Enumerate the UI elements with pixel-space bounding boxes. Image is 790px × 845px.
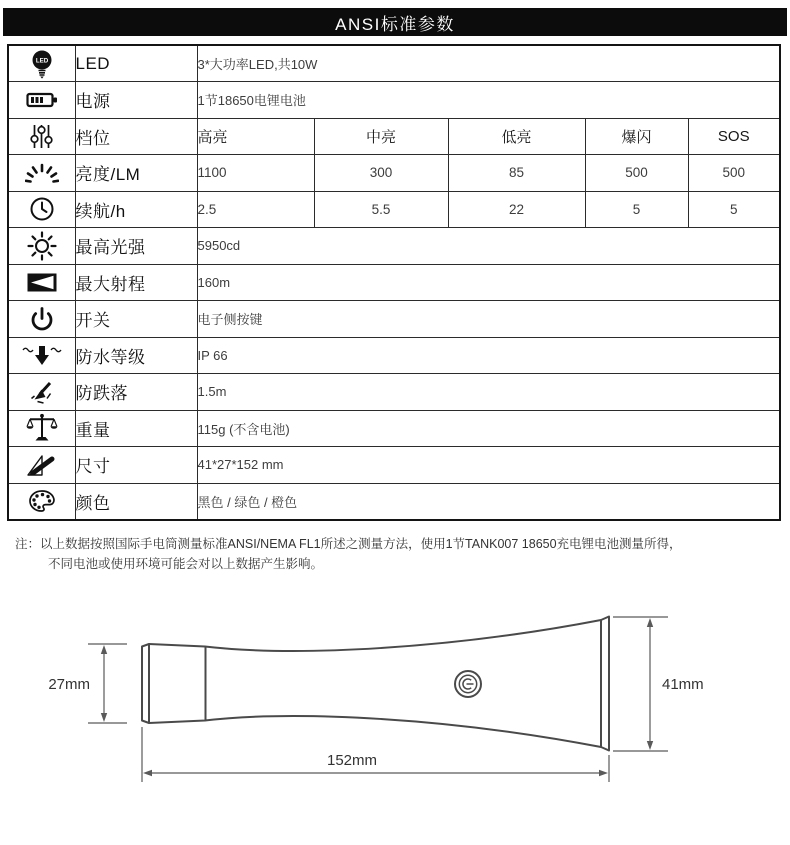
flashlight-outline [142, 616, 609, 750]
side-switch-drawing [455, 671, 481, 697]
row-value: 1节18650电锂电池 [197, 82, 780, 119]
mode-low: 低亮 [448, 118, 585, 155]
row-impact [8, 374, 780, 411]
row-value: 115g (不含电池) [197, 410, 780, 447]
runtime-sos: 5 [688, 191, 780, 228]
row-waterproof [8, 337, 780, 374]
lumen-low: 85 [448, 155, 585, 192]
row-switch [8, 301, 780, 338]
mode-high: 高亮 [197, 118, 314, 155]
lumen-high: 1100 [197, 155, 314, 192]
row-label: 防跌落 [75, 374, 197, 411]
lumen-strobe: 500 [585, 155, 688, 192]
sun-icon [27, 231, 57, 261]
row-label: 开关 [75, 301, 197, 338]
footnote-line1: 以上数据按照国际手电筒测量标准ANSI/NEMA FL1所述之测量方法，使用1节TANK007 18650充电锂电池测量所得， [40, 536, 682, 551]
runtime-low: 22 [448, 191, 585, 228]
dimension-head-height [613, 617, 668, 751]
row-power-source [8, 82, 780, 119]
row-label: 最高光强 [75, 228, 197, 265]
drop-impact-icon [27, 379, 57, 405]
mode-sos: SOS [688, 118, 780, 155]
spec-table [7, 44, 781, 521]
ruler-pencil-icon [25, 452, 59, 478]
waterproof-icon [21, 343, 63, 367]
row-label: 防水等级 [75, 337, 197, 374]
head-height-label: 41mm [662, 675, 704, 693]
led-bulb-icon [29, 49, 55, 79]
brightness-rays-icon [25, 162, 59, 184]
row-label: 亮度/LM [75, 155, 197, 192]
tail-height-label: 27mm [48, 675, 90, 693]
row-color [8, 483, 780, 520]
row-value: IP 66 [197, 337, 780, 374]
runtime-high: 2.5 [197, 191, 314, 228]
row-dimensions [8, 447, 780, 484]
row-label: 最大射程 [75, 264, 197, 301]
svg-text:LED: LED [35, 57, 48, 64]
length-label: 152mm [326, 751, 378, 769]
lumen-mid: 300 [314, 155, 448, 192]
row-label: 电源 [75, 82, 197, 119]
footnote-prefix: 注： [15, 536, 41, 551]
row-value: 3*大功率LED,共10W [197, 45, 780, 82]
balance-scale-icon [26, 413, 58, 443]
runtime-strobe: 5 [585, 191, 688, 228]
clock-icon [29, 196, 55, 222]
row-beam-distance [8, 264, 780, 301]
footnote-line2: 不同电池或使用环境可能会对以上数据产生影响。 [48, 556, 324, 571]
lumen-sos: 500 [688, 155, 780, 192]
row-value: 160m [197, 264, 780, 301]
row-value: 电子侧按键 [197, 301, 780, 338]
runtime-mid: 5.5 [314, 191, 448, 228]
row-value: 5950cd [197, 228, 780, 265]
mode-strobe: 爆闪 [585, 118, 688, 155]
row-label: 颜色 [75, 483, 197, 520]
footnote [15, 534, 790, 574]
row-value: 1.5m [197, 374, 780, 411]
row-label: 续航/h [75, 191, 197, 228]
row-brightness [8, 155, 780, 192]
mode-sliders-icon [28, 123, 55, 150]
row-runtime [8, 191, 780, 228]
row-value: 黑色 / 绿色 / 橙色 [197, 483, 780, 520]
dimension-diagram [0, 600, 790, 820]
dimension-tail-height [88, 644, 127, 723]
row-label: 档位 [75, 118, 197, 155]
row-label: 尺寸 [75, 447, 197, 484]
header-bar [3, 8, 787, 36]
row-value: 41*27*152 mm [197, 447, 780, 484]
row-weight [8, 410, 780, 447]
row-peak-intensity [8, 228, 780, 265]
row-label: 重量 [75, 410, 197, 447]
mode-mid: 中亮 [314, 118, 448, 155]
beam-throw-icon [27, 273, 57, 292]
row-label: LED [75, 45, 197, 82]
battery-icon [26, 91, 58, 109]
page-title: ANSI标准参数 [335, 14, 455, 34]
row-led [8, 45, 780, 82]
palette-icon [28, 489, 56, 513]
power-icon [29, 306, 55, 332]
row-modes [8, 118, 780, 155]
